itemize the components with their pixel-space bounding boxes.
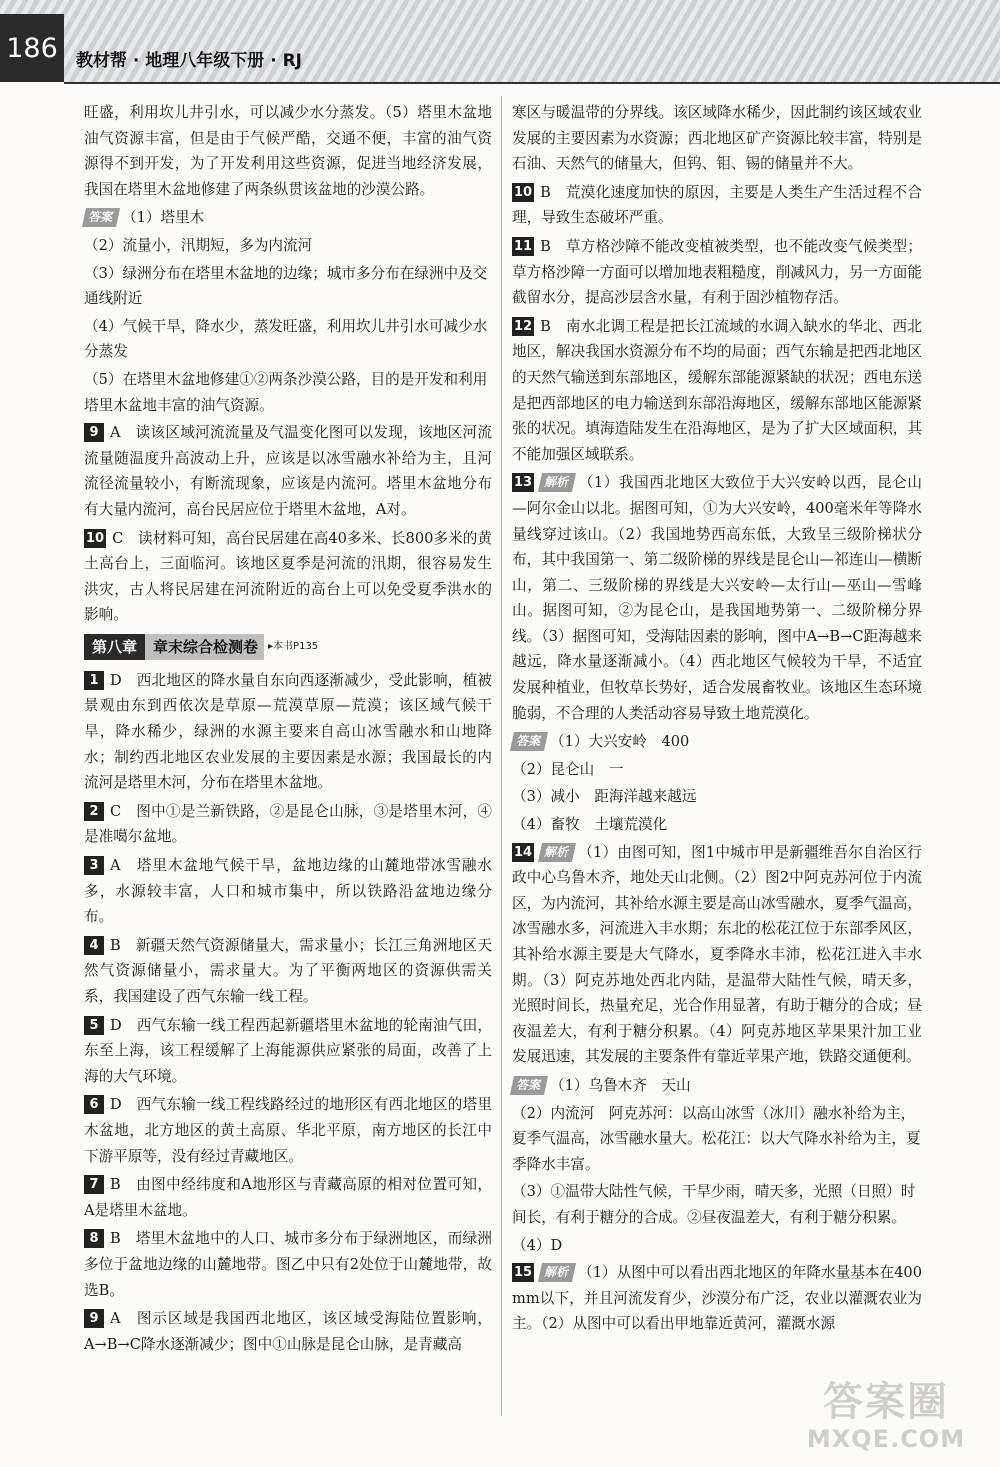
question-item: 7 B 由图中经纬度和A地形区与青藏高原的相对位置可知，A是塔里木盆地。 xyxy=(84,1176,492,1219)
watermark-url: MXQE.COM xyxy=(806,1425,966,1453)
answer-line: 答案 （1）塔里木 xyxy=(84,205,492,231)
question-number: 11 xyxy=(514,238,533,254)
question-item: 12 B 南水北调工程是把长江流域的水调入缺水的华北、西北地区，解决我国水资源分布不均的局面；西气东输是把西北地区的天然气输送到东部地区，缓解东部能源紧缺的状况；西电东送是把西部地区的电力输送到东部沿海地区，缓解东部地区能源紧张的状况。填海造陆发生在沿海地区，是为了扩大区域面积，其不能加强区域联系。 xyxy=(512,317,922,463)
question-number: 4 xyxy=(84,936,104,955)
chapter-label: 第八章 xyxy=(84,634,145,660)
left-column xyxy=(84,100,492,1360)
question-number: 9 xyxy=(84,423,104,442)
question-number: 8 xyxy=(84,1229,104,1248)
watermark xyxy=(786,1379,986,1459)
question-number: 13 xyxy=(514,475,533,491)
question-number: 10 xyxy=(86,530,105,546)
question-item: 8 B 塔里木盆地中的人口、城市多分布于绿洲地区，而绿洲多位于盆地边缘的山麓地带。图乙中只有2处位于山麓地带，故选B。 xyxy=(84,1230,492,1299)
watermark-logo-text: 答案圈 xyxy=(823,1379,949,1425)
answer-line: （3）①温带大陆性气候，干旱少雨，晴天多，光照（日照）时间长，有利于糖分的合成。②昼夜温差大，有利于糖分积累。 xyxy=(512,1183,916,1226)
question-number: 2 xyxy=(84,802,104,821)
question-item: 11 B 草方格沙障不能改变植被类型，也不能改变气候类型；草方格沙障一方面可以增加地表粗糙度，削减风力，另一方面能截留水分，提高沙层含水量，有利于固沙植物存活。 xyxy=(512,237,922,307)
answer-line: 答案 （1）乌鲁木齐 天山 xyxy=(512,1073,922,1099)
question-item: 6 D 西气东输一线工程线路经过的地形区有西北地区的塔里木盆地，北方地区的黄土高原、华北平原，南方地区的长江中下游平原等，没有经过青藏地区。 xyxy=(84,1096,492,1165)
analysis-tag: 解析 xyxy=(538,473,576,492)
answer-line: （4）D xyxy=(512,1236,563,1254)
question-item: 14 解析 （1）由图可知，图1中城市甲是新疆维吾尔自治区行政中心乌鲁木齐，地处天山北侧。（2）图2中阿克苏河位于内流区，为内流河，其补给水源主要是高山冰雪融水，夏季气温高，冰雪融水多，河流进入丰水期；东北的松花江位于东部季风区，其补给水源主要是大气降水，夏季降水丰沛，松花江进入丰水期。（3）阿克苏地处西北内陆，是温带大陆性气候，晴天多，光照时间长，热量充足，光合作用显著，有助于糖分的合成；昼夜温差大，有利于糖分积累。（4）阿克苏地区苹果果汁加工业发展迅速，其发展的主要条件有靠近苹果产地，铁路交通便利。 xyxy=(512,843,922,1066)
question-number: 15 xyxy=(514,1265,533,1281)
question-item: 1 D 西北地区的降水量自东向西逐渐减少，受此影响，植被景观由东到西依次是草原—荒漠草原—荒漠；该区域气候干旱，降水稀少，绿洲的水源主要来自高山冰雪融水和山地降水；制约西北地区农业发展的主要因素是水源；我国最长的内流河是塔里木河，分布在塔里木盆地。 xyxy=(84,671,492,792)
question-item: 9 A 读该区域河流流量及气温变化图可以发现，该地区河流流量随温度升高波动上升，应该是以冰雪融水补给为主，且河流径流量较小，有断流现象，应该是内流河。塔里木盆地分布有大量内流河，高台民居应位于塔里木盆地，A对。 xyxy=(84,424,492,518)
answer-line: （3）绿洲分布在塔里木盆地的边缘；城市多分布在绿洲中及交通线附近 xyxy=(84,264,488,308)
question-item: 15 解析 （1）从图中可以看出西北地区的年降水量基本在400 mm以下，并且河流发育少，沙漠分布广泛，农业以灌溉农业为主。（2）从图中可以看出甲地靠近黄河，灌溉水源 xyxy=(512,1264,922,1333)
question-number: 7 xyxy=(84,1175,104,1194)
answer-line: （4）畜牧 土壤荒漠化 xyxy=(512,816,668,834)
header-rule xyxy=(64,82,1000,84)
question-number: 10 xyxy=(514,184,533,200)
question-item: 2 C 图中①是兰新铁路，②是昆仑山脉，③是塔里木河，④是准噶尔盆地。 xyxy=(84,802,492,846)
answer-line: （2）昆仑山 一 xyxy=(512,760,624,778)
question-item: 4 B 新疆天然气资源储量大，需求量小；长江三角洲地区天然气资源储量小，需求量大。为了平衡两地区的资源供需关系，我国建设了西气东输一线工程。 xyxy=(84,936,492,1005)
answer-line: （4）气候干旱，降水少，蒸发旺盛，利用坎儿井引水可减少水分蒸发 xyxy=(84,317,488,361)
question-number: 5 xyxy=(84,1016,104,1035)
paragraph: 旺盛，利用坎儿井引水，可以减少水分蒸发。（5）塔里木盆地油气资源丰富，但是由于气候严酷，交通不便，丰富的油气资源得不到开发，为了开发利用这些资源，促进当地经济发展，我国在塔里木盆地修建了两条纵贯该盆地的沙漠公路。 xyxy=(84,104,492,198)
question-number: 3 xyxy=(84,856,104,875)
answer-tag: 答案 xyxy=(510,1076,548,1095)
question-number: 12 xyxy=(514,318,533,334)
book-title: 教材帮 · 地理八年级下册 · RJ xyxy=(76,51,303,71)
answer-line: （2）流量小，汛期短，多为内流河 xyxy=(84,236,313,254)
page-header xyxy=(0,0,1000,82)
analysis-tag: 解析 xyxy=(538,1263,576,1282)
question-item: 3 A 塔里木盆地气候干旱，盆地边缘的山麓地带冰雪融水多，水源较丰富，人口和城市集中，所以铁路沿盆地边缘分布。 xyxy=(84,857,492,926)
page-number: 186 xyxy=(0,14,64,82)
chapter-heading xyxy=(84,634,492,660)
chapter-page-ref: ▸本书P135 xyxy=(268,641,319,653)
answer-line: （5）在塔里木盆地修建①②两条沙漠公路，目的是开发和利用塔里木盆地丰富的油气资源。 xyxy=(84,370,488,414)
question-item: 5 D 西气东输一线工程西起新疆塔里木盆地的轮南油气田，东至上海，该工程缓解了上海能源供应紧张的局面，改善了上海的大气环境。 xyxy=(84,1016,492,1085)
question-item: 13 解析 （1）我国西北地区大致位于大兴安岭以西，昆仑山—阿尔金山以北。据图可知，①为大兴安岭，400毫米年等降水量线穿过该山。（2）我国地势西高东低，大致呈三级阶梯状分布，其中我国第一、第二级阶梯的界线是昆仑山—祁连山—横断山，第二、三级阶梯的界线是大兴安岭—太行山—巫山—雪峰山。据图可知，②为昆仑山，是我国地势第一、二级阶梯分界线。（3）据图可知，受海陆因素的影响，图中A→B→C距海越来越远，降水量逐渐减小。（4）西北地区气候较为干旱，不适宜发展种植业，但牧草长势好，适合发展畜牧业。该地区生态环境脆弱，不合理的人类活动容易导致土地荒漠化。 xyxy=(512,474,922,722)
question-item: 10 B 荒漠化速度加快的原因，主要是人类生产生活过程不合理，导致生态破坏严重。 xyxy=(512,183,922,227)
analysis-tag: 解析 xyxy=(538,843,576,862)
answer-line: （2）内流河 阿克苏河：以高山冰雪（冰川）融水补给为主，夏季气温高，冰雪融水量大。松花江：以大气降水补给为主，夏季降水丰富。 xyxy=(512,1104,921,1173)
question-number: 9 xyxy=(84,1309,104,1328)
right-column xyxy=(512,100,922,1340)
answer-line: （3）减小 距海洋越来越远 xyxy=(512,788,697,806)
question-number: 6 xyxy=(84,1095,104,1114)
answer-tag: 答案 xyxy=(510,732,548,751)
paragraph: 寒区与暖温带的分界线。该区域降水稀少，因此制约该区域农业发展的主要因素为水资源；西北地区矿产资源比较丰富，特别是石油、天然气的储量大，但钨、钼、锡的储量并不大。 xyxy=(512,104,922,173)
column-divider xyxy=(501,96,502,1416)
answer-tag: 答案 xyxy=(82,208,120,227)
question-item: 10 C 读材料可知，高台民居建在高40多米、长800多米的黄土高台上，三面临河。该地区夏季是河流的汛期，很容易发生洪灾，古人将民居建在河流附近的高台上可以免受夏季洪水的影响。 xyxy=(84,529,492,624)
question-number: 1 xyxy=(84,671,104,690)
question-number: 14 xyxy=(514,844,533,860)
chapter-title: 章末综合检测卷 xyxy=(145,634,264,660)
answer-line: 答案 （1）大兴安岭 400 xyxy=(512,729,922,755)
question-item: 9 A 图示区域是我国西北地区，该区域受海陆位置影响，A→B→C降水逐渐减少；图中①山脉是昆仑山脉，是青藏高 xyxy=(84,1310,492,1353)
